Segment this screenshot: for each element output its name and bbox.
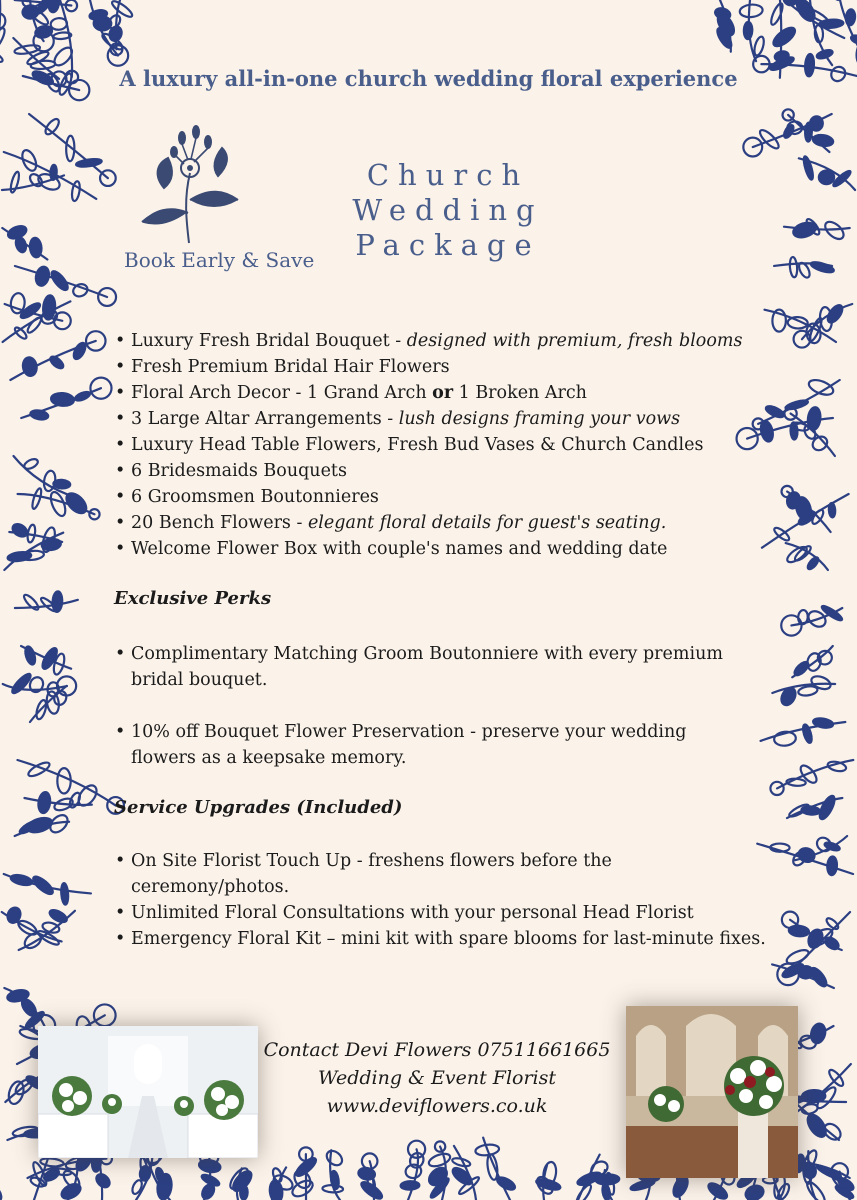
- list-item: [113, 380, 753, 406]
- list-item: • On Site Florist Touch Up - freshens flowers before the ceremony/photos.: [113, 848, 773, 900]
- list-item: • 10% off Bouquet Flower Preservation - preserve your wedding flowers as a keepsake memory.: [113, 719, 755, 771]
- flower-sprig-icon: [134, 118, 244, 248]
- list-item: [113, 458, 753, 484]
- item-note: lush designs framing your vows: [398, 409, 681, 429]
- perks-list: [113, 641, 755, 797]
- item-text: 6 Groomsmen Boutonnieres: [131, 487, 379, 507]
- page-title: [268, 158, 628, 263]
- item-text: Welcome Flower Box with couple's names and wedding date: [131, 539, 668, 559]
- church-aisle-photo: [38, 1026, 258, 1158]
- item-text: 1 Broken Arch: [453, 383, 587, 403]
- contact-name-phone: Contact Devi Flowers 07511661665: [263, 1039, 611, 1061]
- item-text: Luxury Head Table Flowers, Fresh Bud Vases & Church Candles: [131, 435, 704, 455]
- services-heading: Service Upgrades (Included): [114, 797, 403, 818]
- list-item: [113, 510, 753, 536]
- title-line-1: Church Wedding: [352, 158, 544, 227]
- item-text: 6 Bridesmaids Bouquets: [131, 461, 347, 481]
- list-item: [113, 484, 753, 510]
- item-note: designed with premium, fresh blooms: [406, 331, 743, 351]
- list-item: [113, 354, 753, 380]
- subtitle: Book Early & Save: [124, 248, 315, 272]
- contact-website: www.deviflowers.co.uk: [326, 1095, 548, 1117]
- package-list: [113, 328, 753, 562]
- services-list: [113, 848, 773, 952]
- list-item: • Unlimited Floral Consultations with your personal Head Florist: [113, 900, 773, 926]
- item-text: Luxury Fresh Bridal Bouquet -: [131, 331, 407, 351]
- list-item: [113, 432, 753, 458]
- list-item: [113, 406, 753, 432]
- title-line-2: Package: [355, 228, 541, 262]
- church-interior-photo: [626, 1006, 798, 1178]
- tagline: A luxury all-in-one church wedding floral experience: [119, 66, 738, 91]
- contact-block: [262, 1036, 612, 1120]
- item-text: Fresh Premium Bridal Hair Flowers: [131, 357, 450, 377]
- contact-role: Wedding & Event Florist: [317, 1067, 557, 1089]
- item-text: 20 Bench Flowers -: [131, 513, 308, 533]
- item-bold: or: [432, 383, 454, 403]
- item-text: 3 Large Altar Arrangements -: [131, 409, 399, 429]
- list-item: • Emergency Floral Kit – mini kit with spare blooms for last-minute fixes.: [113, 926, 773, 952]
- list-item: • Complimentary Matching Groom Boutonniere with every premium bridal bouquet.: [113, 641, 755, 693]
- item-note: elegant floral details for guest's seating.: [307, 513, 667, 533]
- item-text: Floral Arch Decor - 1 Grand Arch: [131, 383, 433, 403]
- perks-heading: Exclusive Perks: [114, 588, 272, 609]
- list-item: [113, 328, 753, 354]
- list-item: [113, 536, 753, 562]
